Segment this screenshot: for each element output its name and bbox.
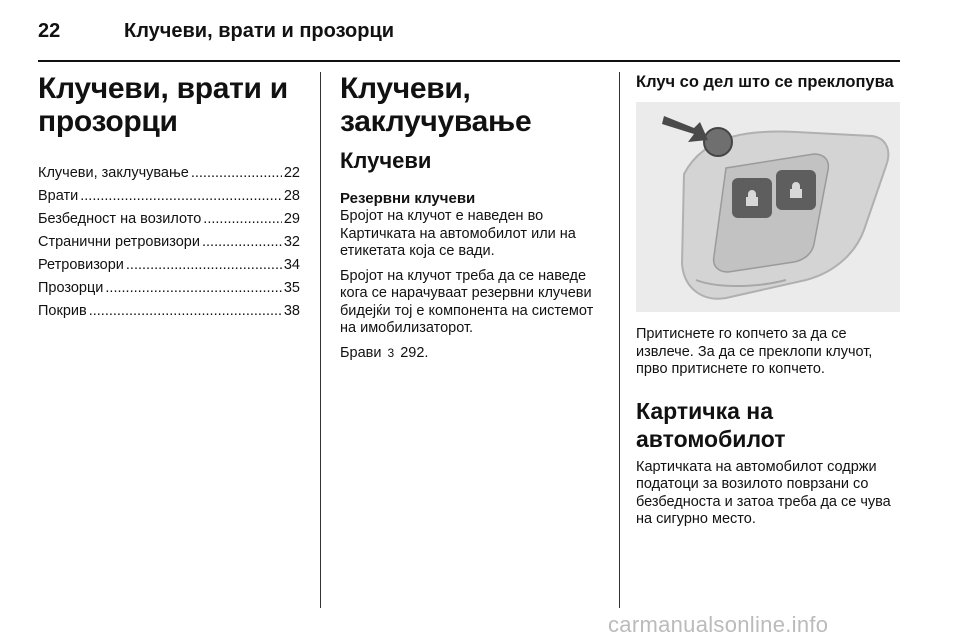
table-of-contents	[38, 162, 300, 323]
toc-item-label: Прозорци	[38, 280, 104, 296]
keys-column	[340, 72, 604, 369]
toc-item[interactable]	[38, 162, 300, 185]
toc-item-page: 29	[283, 211, 300, 227]
toc-leader	[202, 231, 282, 254]
toc-leader	[105, 277, 281, 300]
figure-caption: Притиснете го копчето за да се извлече. За да се преклопи клучот, прво притиснете го копчето.	[636, 326, 873, 377]
page-number: 22	[38, 20, 61, 42]
column-divider	[619, 72, 620, 608]
column-divider	[320, 72, 321, 608]
topic-heading: Резервни клучеви	[340, 190, 476, 207]
reference-page: 292.	[400, 344, 429, 361]
toc-item[interactable]	[38, 277, 300, 300]
key-fob-icon	[636, 102, 900, 312]
body-paragraph: Бројот на клучот треба да се наведе кога се нарачуваат резервни клучеви бидејќи тој е компонента на системот на имобилизаторот.	[340, 267, 594, 336]
reference-arrow-icon: 3	[387, 345, 395, 360]
toc-item-label: Клучеви, заклучување	[38, 165, 189, 181]
toc-item-label: Ретровизори	[38, 257, 124, 273]
toc-leader	[80, 185, 282, 208]
toc-item-page: 35	[283, 280, 300, 296]
toc-item-label: Покрив	[38, 303, 87, 319]
folding-key-column	[636, 72, 902, 536]
body-paragraph: Картичката на автомобилот содржи податоци за возилото поврзани со безбедноста и затоа треба да се чува на сигурно место.	[636, 458, 891, 527]
toc-item[interactable]	[38, 185, 300, 208]
toc-item-label: Безбедност на возилото	[38, 211, 202, 227]
toc-item-page: 38	[283, 303, 300, 319]
chapter-title: Клучеви, врати и прозорци	[38, 72, 288, 138]
section-title: Картичка на автомобилот	[636, 397, 786, 452]
toc-item[interactable]	[38, 254, 300, 277]
toc-leader	[203, 208, 282, 231]
toc-item-label: Странични ретровизори	[38, 234, 200, 250]
body-paragraph: Бројот на клучот е наведен во Картичката на автомобилот или на етикетата која се вади.	[340, 208, 576, 259]
page-header	[38, 14, 910, 50]
toc-leader	[89, 300, 282, 323]
toc-item-page: 28	[283, 188, 300, 204]
toc-leader	[191, 162, 282, 185]
toc-item[interactable]	[38, 300, 300, 323]
subsection-title: Клучеви	[340, 148, 432, 173]
toc-item-page: 22	[283, 165, 300, 181]
cross-reference[interactable]	[340, 345, 604, 363]
section-title: Клучеви, заклучување	[340, 72, 532, 138]
contents-column	[38, 72, 300, 323]
header-rule	[38, 60, 900, 62]
toc-item-page: 32	[283, 234, 300, 250]
running-title: Клучеви, врати и прозорци	[124, 20, 395, 42]
toc-item[interactable]	[38, 208, 300, 231]
folding-key-illustration	[636, 102, 900, 312]
toc-leader	[126, 254, 282, 277]
toc-item-page: 34	[283, 257, 300, 273]
topic-heading: Клуч со дел што се преклопува	[636, 73, 894, 91]
watermark: carmanualsonline.info	[608, 612, 829, 637]
reference-label: Брави	[340, 344, 382, 361]
toc-item-label: Врати	[38, 188, 79, 204]
toc-item[interactable]	[38, 231, 300, 254]
